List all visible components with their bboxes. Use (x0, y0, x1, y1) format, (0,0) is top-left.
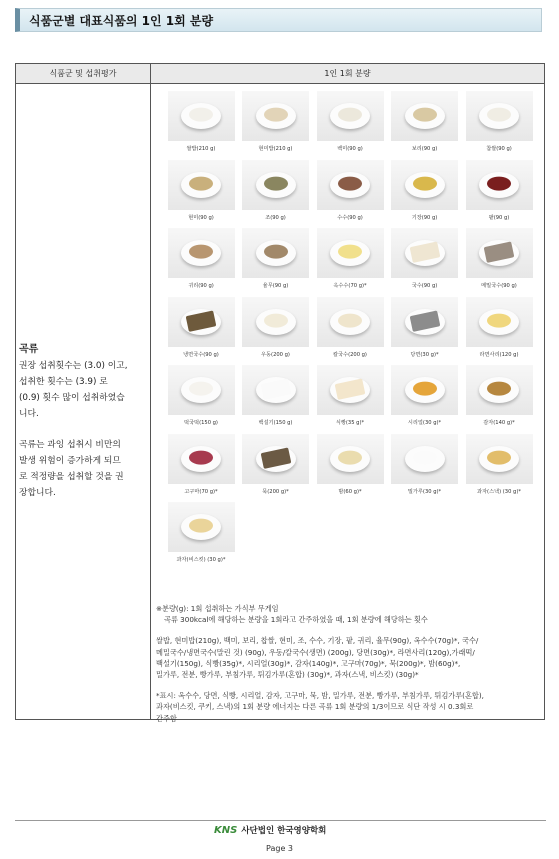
food-caption: 기장(90 g) (411, 214, 438, 221)
food-photo (466, 297, 533, 347)
food-photo (466, 434, 533, 484)
food-icon (487, 108, 511, 122)
food-item (165, 91, 237, 152)
food-item (314, 365, 386, 426)
food-item (314, 434, 386, 495)
food-caption: 쌀밥(210 g) (186, 146, 216, 152)
food-icon (189, 245, 213, 259)
food-item (463, 228, 535, 289)
food-item (389, 365, 461, 426)
food-item (463, 297, 535, 358)
food-icon (338, 245, 362, 259)
evaluation-line: 섭취한 횟수는 (3.9) 로 (19, 377, 108, 387)
food-photo (466, 160, 533, 210)
food-item (165, 365, 237, 426)
food-icon (413, 176, 437, 190)
food-caption: 백설기(150 g) (258, 420, 293, 426)
food-item (314, 160, 386, 221)
page-number: Page 3 (266, 844, 293, 853)
food-icon (264, 108, 288, 122)
food-item (165, 434, 237, 495)
food-caption: 현미밥(210 g) (258, 146, 293, 152)
food-photo (242, 434, 309, 484)
food-item (240, 434, 312, 495)
food-photo (466, 365, 533, 415)
food-item (314, 297, 386, 358)
food-item (389, 434, 461, 495)
serving-table (15, 63, 545, 723)
food-photo (317, 365, 384, 415)
food-list-line: 쌀밥, 현미밥(210g), 백미, 보리, 찹쌀, 현미, 조, 수수, 기장, 팥, 귀리, 율무(90g), 옥수수(70g)*, 국수/ (156, 636, 479, 646)
food-icon (338, 108, 362, 122)
food-caption: 귀리(90 g) (188, 283, 214, 289)
food-icon (264, 245, 288, 259)
star-note-line: 과자(비스킷, 쿠키, 스낵)의 1회 분량 에너지는 다른 곡류 1회 분량의 1/3이므로 식단 작성 시 0.3회로 (156, 702, 474, 712)
food-caption: 시리얼(30 g)* (407, 420, 442, 426)
food-photo (391, 91, 458, 141)
food-caption: 당면(30 g)* (410, 351, 439, 358)
page-title: 식품군별 대표식품의 1인 1회 분량 (29, 14, 214, 28)
recommendation-line: 발생 위험이 증가하게 되므 (19, 456, 121, 466)
food-caption: 냉면국수(90 g) (183, 351, 219, 358)
food-photo (168, 502, 235, 552)
evaluation-line: 니다. (19, 409, 39, 419)
food-item (389, 228, 461, 289)
food-item (240, 297, 312, 358)
serving-note-desc: 곡류 300kcal에 해당하는 분량을 1회라고 간주하였을 때, 1회 분량에 해당하는 횟수 (164, 615, 428, 625)
food-photo (168, 365, 235, 415)
food-caption: 조(90 g) (265, 214, 286, 221)
food-photo (242, 91, 309, 141)
food-icon (338, 450, 362, 464)
food-icon (487, 313, 511, 327)
food-item (463, 91, 535, 152)
food-item (165, 297, 237, 358)
food-icon (413, 450, 437, 464)
food-item (314, 91, 386, 152)
food-caption: 율무(90 g) (262, 283, 289, 289)
food-caption: 감자(140 g)* (483, 420, 515, 426)
food-caption: 국수(90 g) (411, 283, 438, 289)
food-photo (391, 160, 458, 210)
food-item (165, 160, 237, 221)
food-photo (317, 160, 384, 210)
food-item (463, 160, 535, 221)
food-list-line: 밀가루, 전분, 빵가루, 부침가루, 튀김가루(혼합) (30g)*, 과자(스낵, 비스킷) (30g)* (156, 670, 419, 680)
food-icon (189, 519, 213, 533)
food-caption: 식빵(35 g)* (335, 420, 365, 426)
food-icon (189, 176, 213, 190)
food-icon (189, 450, 213, 464)
food-photo (168, 228, 235, 278)
serving-cell (151, 84, 545, 723)
food-item (240, 365, 312, 426)
food-caption: 고구마(70 g)* (184, 488, 218, 495)
food-photo (391, 228, 458, 278)
section-title-bar (15, 8, 542, 32)
food-caption: 보리(90 g) (411, 146, 438, 152)
food-caption: 라면사리(120 g) (479, 351, 519, 358)
food-photo (391, 297, 458, 347)
star-note-line: 간주함 (156, 713, 177, 723)
food-list-line: 메밀국수/냉면국수(말린 것) (90g), 우동/칼국수(생면) (200g), 당면(30g)*, 라면사리(120g),가래떡/ (156, 647, 475, 657)
category-name: 곡류 (19, 344, 39, 355)
food-icon (264, 313, 288, 327)
serving-note-title: ※분량(g): 1회 섭취하는 가식부 무게임 (156, 604, 279, 613)
evaluation-line: (0.9) 횟수 많이 섭취하였습 (19, 393, 125, 403)
food-icon (487, 382, 511, 396)
food-photo (391, 434, 458, 484)
food-icon (338, 313, 362, 327)
food-item (165, 228, 237, 289)
food-photo (317, 228, 384, 278)
food-photo (242, 228, 309, 278)
food-icon (487, 450, 511, 464)
star-note-line: *표시: 옥수수, 당면, 식빵, 시리얼, 감자, 고구마, 묵, 밤, 밀가루, 전분, 빵가루, 부침가루, 튀김가루(혼합), (156, 691, 484, 701)
food-caption: 과자(스낵) (30 g)* (477, 488, 521, 495)
organization-name: 사단법인 한국영양학회 (241, 826, 327, 836)
food-icon (264, 176, 288, 190)
recommendation-line: 곡류는 과잉 섭취시 비만의 (19, 440, 121, 450)
food-caption: 밤(60 g)* (338, 488, 362, 495)
food-caption: 찹쌀(90 g) (486, 146, 512, 152)
food-caption: 칼국수(200 g) (333, 351, 367, 358)
food-caption: 옥수수(70 g)* (333, 283, 367, 289)
food-photo (466, 91, 533, 141)
food-photo (168, 297, 235, 347)
evaluation-text (19, 342, 145, 501)
food-caption: 팥(90 g) (488, 214, 510, 221)
food-photo (317, 297, 384, 347)
food-item (240, 160, 312, 221)
column-header-serving: 1인 1회 분량 (151, 64, 545, 84)
food-item (389, 297, 461, 358)
food-photo (168, 160, 235, 210)
food-item (314, 228, 386, 289)
food-photo (242, 365, 309, 415)
footer-divider (15, 820, 546, 821)
notes (156, 603, 526, 724)
recommendation-line: 로 적정량을 섭취할 것을 권 (19, 472, 124, 482)
food-caption: 현미(90 g) (188, 214, 214, 221)
food-item (463, 365, 535, 426)
food-icon (413, 108, 437, 122)
evaluation-line: 권장 섭취횟수는 (3.0) 이고, (19, 361, 128, 371)
food-icon (189, 382, 213, 396)
food-caption: 백미(90 g) (337, 146, 363, 152)
food-caption: 메밀국수(90 g) (481, 283, 517, 289)
food-caption: 밀가루(30 g)* (407, 488, 442, 495)
food-list-line: 백설기(150g), 식빵(35g)*, 시리얼(30g)*, 감자(140g)*, 고구마(70g)*, 묵(200g)*, 밤(60g)*, (156, 658, 461, 668)
food-photo (391, 365, 458, 415)
food-icon (189, 108, 213, 122)
food-photo (168, 434, 235, 484)
footer-organization (214, 824, 326, 836)
food-item (165, 502, 237, 563)
food-item (240, 228, 312, 289)
food-item (389, 160, 461, 221)
food-item (389, 91, 461, 152)
food-photo (242, 297, 309, 347)
food-caption: 우동(200 g) (261, 351, 290, 358)
food-caption: 수수(90 g) (337, 214, 363, 221)
food-icon (413, 382, 437, 396)
food-photo (317, 91, 384, 141)
food-icon (338, 176, 362, 190)
food-caption: 묵(200 g)* (262, 488, 289, 495)
food-icon (487, 176, 511, 190)
food-photo (242, 160, 309, 210)
kns-logo-icon: KNS (214, 824, 238, 836)
food-item (463, 434, 535, 495)
food-photo (168, 91, 235, 141)
food-photo (466, 228, 533, 278)
food-caption: 떡국떡(150 g) (184, 420, 218, 426)
food-caption: 과자(비스킷) (30 g)* (176, 557, 226, 563)
column-header-category: 식품군 및 섭취평가 (16, 64, 151, 84)
recommendation-line: 장합니다. (19, 488, 56, 498)
food-item (240, 91, 312, 152)
evaluation-cell (16, 84, 151, 720)
food-photo (317, 434, 384, 484)
